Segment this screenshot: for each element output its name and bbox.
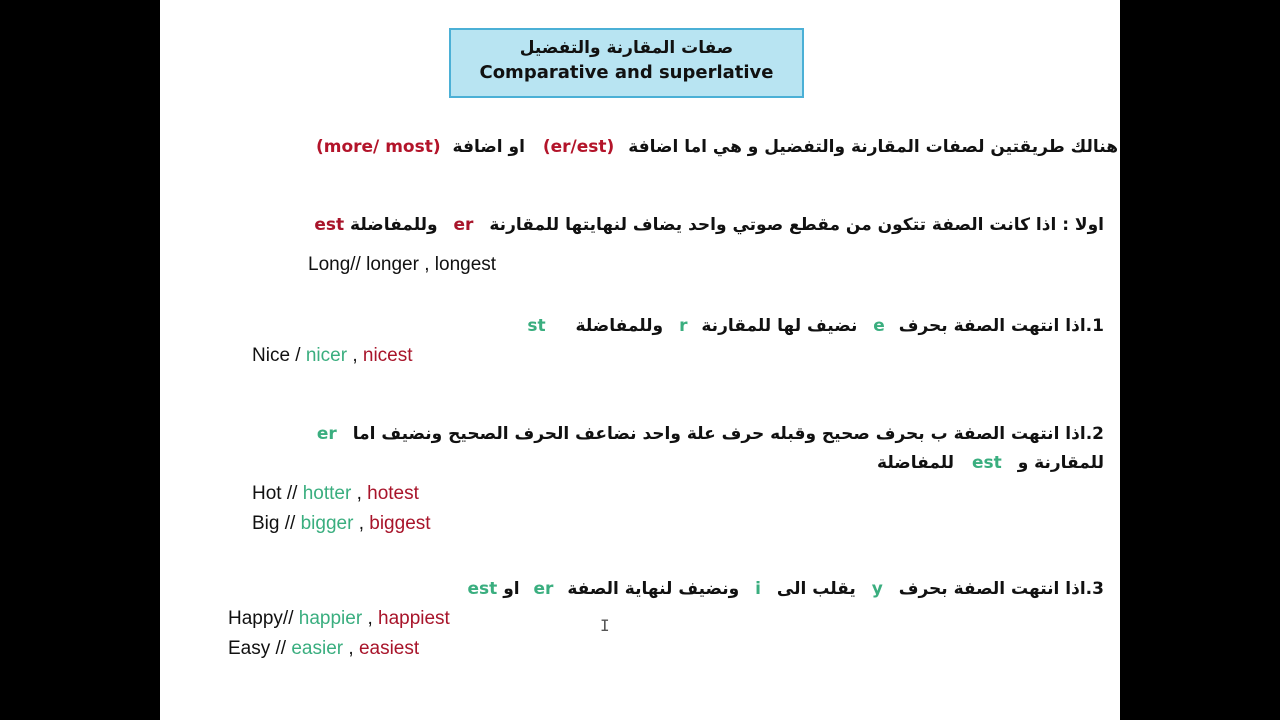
rule3-or: او (503, 579, 520, 599)
rule3-est: est (467, 579, 498, 599)
rule3-example-1 (228, 608, 450, 630)
rule2-ex1-sep: , (356, 483, 362, 504)
rule3-ex2-comp: easier (291, 638, 344, 659)
rule1-text3: وللمفاضلة (575, 316, 664, 336)
rule2-est: est (971, 453, 1002, 473)
rule2-ex2-sep: , (358, 513, 364, 534)
rule1-example-base: Nice / (252, 345, 301, 366)
rule3-text: .اذا انتهت الصفة بحرف (898, 579, 1093, 599)
rule1-example-sup: nicest (362, 345, 413, 366)
rule2-line1 (317, 424, 1104, 444)
first-example-base: Long// (308, 254, 361, 275)
rule1-text2: نضيف لها للمقارنة (701, 316, 858, 336)
rule2-example-1 (252, 483, 419, 505)
rule3-text3: ونضيف لنهاية الصفة (567, 579, 740, 599)
rule2-line2a: للمقارنة و (1017, 453, 1104, 473)
rule2-line2 (877, 453, 1104, 473)
rule2-num: 2 (1092, 424, 1104, 444)
rule3-ex1-comp: happier (298, 608, 363, 629)
rule2-example-2 (252, 513, 431, 535)
first-example-sep: , (424, 254, 430, 275)
intro-text: هنالك طريقتين لصفات المقارنة والتفضيل و هي اما اضافة (628, 137, 1118, 157)
intro-more-most: (more/ most) (315, 137, 441, 157)
rule3-text2: يقلب الى (776, 579, 856, 599)
first-er: er (453, 215, 474, 235)
intro-or-add: او اضافة (452, 137, 525, 157)
rule1-line (527, 316, 1104, 336)
first-est: est (314, 215, 345, 235)
rule3-num: 3 (1092, 579, 1104, 599)
rule3-y: y (871, 579, 883, 599)
rule3-ex1-sup: happiest (378, 608, 450, 629)
first-example (308, 254, 496, 276)
title-english: Comparative and superlative (479, 62, 774, 83)
first-and-sup: وللمفاضلة (350, 215, 438, 235)
slide (160, 0, 1120, 720)
rule2-ex2-sup: biggest (369, 513, 431, 534)
rule2-ex1-comp: hotter (302, 483, 352, 504)
rule1-e: e (873, 316, 885, 336)
intro-line (316, 137, 1118, 157)
first-example-sup: longest (434, 254, 497, 275)
first-example-comp: longer (366, 254, 419, 275)
rule1-num: 1 (1092, 316, 1104, 336)
rule2-ex1-sup: hotest (367, 483, 419, 504)
rule1-st: st (527, 316, 546, 336)
rule3-ex2-base: Easy // (228, 638, 287, 659)
rule2-ex2-base: Big // (252, 513, 296, 534)
first-rule-line (314, 215, 1104, 235)
rule3-ex2-sep: , (348, 638, 354, 659)
rule3-ex1-base: Happy// (228, 608, 294, 629)
rule3-er: er (533, 579, 554, 599)
rule1-example (252, 345, 413, 367)
rule1-text: .اذا انتهت الصفة بحرف (898, 316, 1093, 336)
title-box (449, 28, 804, 98)
rule3-line (467, 579, 1104, 599)
intro-er-est: (er/est) (542, 137, 615, 157)
rule2-ex2-comp: bigger (300, 513, 354, 534)
rule1-r: r (679, 316, 688, 336)
first-text: اولا : اذا كانت الصفة تتكون من مقطع صوتي واحد يضاف لنهايتها للمقارنة (489, 215, 1104, 235)
rule3-example-2 (228, 638, 419, 660)
rule3-ex1-sep: , (367, 608, 373, 629)
rule2-line1-text: .اذا انتهت الصفة ب بحرف صحيح وقبله حرف علة واحد نضاعف الحرف الصحيح ونضيف اما (352, 424, 1093, 444)
rule1-example-sep: , (352, 345, 358, 366)
rule2-line2b: للمفاضلة (877, 453, 955, 473)
rule3-i: i (755, 579, 761, 599)
text-cursor-icon: I (600, 616, 610, 635)
rule2-ex1-base: Hot // (252, 483, 298, 504)
title-arabic: صفات المقارنة والتفضيل (519, 38, 734, 58)
rule2-er: er (316, 424, 337, 444)
rule1-example-comp: nicer (305, 345, 348, 366)
rule3-ex2-sup: easiest (358, 638, 420, 659)
